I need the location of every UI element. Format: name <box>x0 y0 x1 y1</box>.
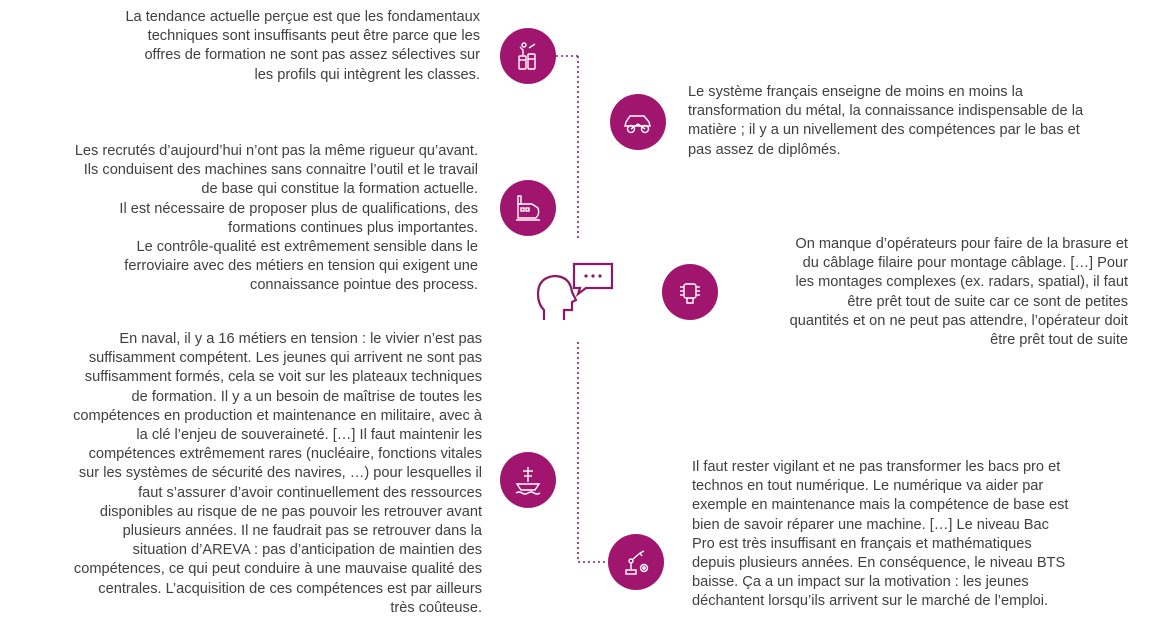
left-text-1: La tendance actuelle perçue est que les fondamentaux techniques sont insuffisants peut être parce que les offres de formation ne sont pas assez sélectives sur les profils qui intègrent les classes. <box>125 9 480 83</box>
ship-icon <box>500 452 556 508</box>
speaking-head-icon <box>534 262 614 332</box>
circuit-icon <box>662 264 718 320</box>
left-text-2: Les recrutés d’aujourd’hui n’ont pas la même rigueur qu’avant. Ils conduisent des machines sans connaitre l’outil et le travail de base qui constitue la formation actuelle. Il est nécessaire de proposer plus de qualifications, des formations continues plus importantes. Le contrôle-qualité est extrêmement sensible dans le ferroviaire avec des métiers en tension qui exigent une connaissance pointue des process. <box>74 143 478 294</box>
car-bike-icon <box>610 94 666 150</box>
robot-arm-icon <box>608 534 664 590</box>
right-text-1: Le système français enseigne de moins en moins la transformation du métal, la connaissance indispensable de la matière ; il y a un nivellement des compétences par le bas et pas assez de diplômés. <box>688 84 1084 158</box>
right-text-3: Il faut rester vigilant et ne pas transformer les bacs pro et technos en tout numérique. Le numérique va aider par exemple en maintenance mais la compétence de base est bien de savoir réparer une machine. […] Le niveau Bac Pro est très insuffisant en français et mathématiques depuis plusieurs années. En conséquence, le niveau BTS baisse. Ça a un impact sur la motivation : les jeunes déchantent lorsqu’ils arrivent sur le marché de l’emploi. <box>692 459 1069 610</box>
bottles-icon <box>500 28 556 84</box>
train-icon <box>500 180 556 236</box>
right-text-2: On manque d’opérateurs pour faire de la brasure et du câblage filaire pour montage câblage. […] Pour les montages complexes (ex. radars, spatial), il faut être prêt tout de suite car ce sont de petites quantités et on ne peut pas attendre, l’opérateur doit être prêt tout de suite <box>789 236 1128 349</box>
left-text-3: En naval, il y a 16 métiers en tension : le vivier n’est pas suffisamment compétent. Les jeunes qui arrivent ne sont pas suffisamment formés, cela se voit sur les plateaux techniques de formation. Il y a un besoin de maîtrise de toutes les compétences en production et maintenance en militaire, avec à la clé l’enjeu de souveraineté. […] Il faut maintenir les compétences extrêmement rares (nucléaire, fonctions vitales sur les systèmes de sécurité des navires, …) pour lesquelles il faut s’assurer d’avoir continuellement des ressources disponibles au risque de ne pas pouvoir les retrouver avant plusieurs années. Il ne faudrait pas se retrouver dans la situation d’AREVA : pas d’anticipation de maintien des compétences, ce qui peut conduire à une mauvaise qualité des centrales. L’acquisition de ces compétences est par ailleurs très coûteuse. <box>73 331 482 616</box>
